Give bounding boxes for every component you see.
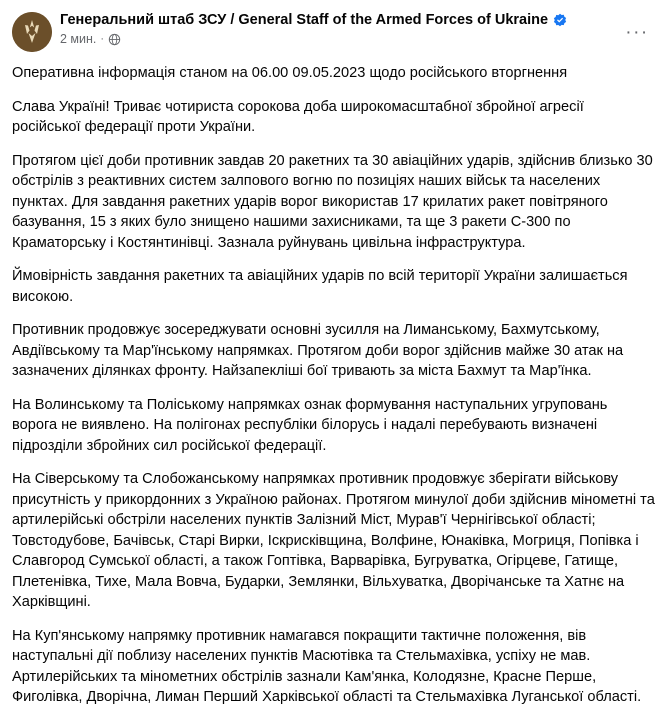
post-header-text (60, 10, 655, 46)
post-paragraph: Оперативна інформація станом на 06.00 09.05.2023 щодо російського вторгнення (12, 65, 568, 81)
post-more-options-button[interactable]: ··· (625, 21, 649, 43)
post-paragraph: Противник продовжує зосереджувати основні зусилля на Лиманському, Бахмутському, Авдіївському та Мар'їнському напрямках. Протягом доби ворог здійснив майже 30 атак на зазначених ділянках фронту. Найзапекліші бої тривають за міста Бахмут та Мар'їнка. (12, 322, 624, 379)
post-paragraph: На Волинському та Поліському напрямках ознак формування наступальних угруповань ворога не виявлено. На полігонах республіки білорусь і надалі перебувають визначені підрозділи збройних сил російської федерації. (12, 396, 608, 454)
coat-of-arms-avatar[interactable] (12, 12, 52, 52)
meta-separator: · (100, 32, 105, 45)
post-paragraph: Ймовірність завдання ракетних та авіаційних ударів по всій території України залишається високою. (12, 268, 628, 305)
page-name-row (60, 11, 655, 29)
post-timestamp[interactable]: 2 мин. (60, 32, 97, 46)
post-header (12, 10, 655, 54)
post-body (12, 63, 655, 708)
globe-icon (108, 33, 121, 46)
post-paragraph: Протягом цієї доби противник завдав 20 ракетних та 30 авіаційних ударів, здійснив близько 30 обстрілів з реактивних систем залпового вогню по позиціях наших військ та населених пунктах. Для завдання ракетних ударів ворог використав 17 крилатих ракет повітряного базування, 15 з яких було знищено нашими захисниками, та ще 3 ракети С-300 по Краматорську і Костянтинівці. Зазнала руйнувань цивільна інфраструктура. (12, 152, 653, 251)
post-paragraph: Слава Україні! Триває чотириста сорокова доба широкомасштабної збройної агресії російської федерації проти України. (12, 98, 584, 135)
post-paragraph: На Сіверському та Слобожанському напрямках противник продовжує зберігати військову присутність у прикордонних з Україною районах. Протягом минулої доби здійснив мінометні та артилерійські обстріли населених пунктів Залізний Міст, Мурав'ї Чернігівської області; Товстодубове, Бачівськ, Старі Вирки, Іскрисківщина, Волфине, Юнаківка, Могриця, Попівка і Славгород Сумської області, а також Гоптівка, Варварівка, Бугруватка, Огірцеве, Гатище, Плетенівка, Тихе, Мала Вовча, Бударки, Землянки, Вільхуватка, Дворічанське та Хатнє на Харківщині. (12, 471, 655, 610)
page-name[interactable]: Генеральний штаб ЗСУ / General Staff of the Armed Forces of Ukraine (60, 12, 549, 28)
post-meta (60, 32, 655, 46)
verified-badge-icon (553, 13, 567, 27)
post-paragraph: На Куп'янському напрямку противник намагався покращити тактичне положення, вів наступальні дії поблизу населених пунктів Масютівка та Стельмахівка, успіху не мав. Артилерійських та мінометних обстрілів зазнали Кам'янка, Колодязне, Красне Перше, Фиголівка, Дворічна, Лиман Перший Харківської області та Стельмахівка Луганської області. (12, 627, 642, 705)
